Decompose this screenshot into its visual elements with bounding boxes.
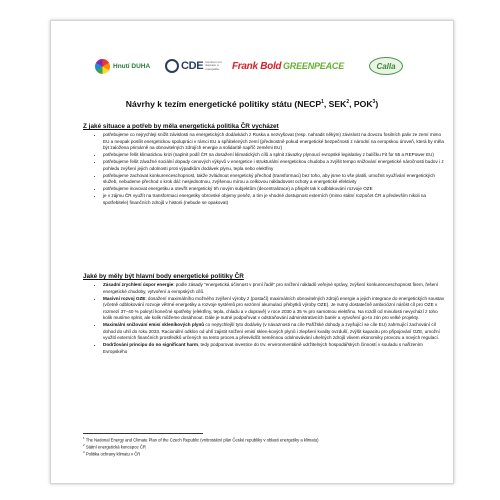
list-item: • Dodržování principu do no significant harm, tedy podporovat investice do trv. environmentálně udržitelných hospodářských činností v souladu s nařízením Evropského bbox=[103, 342, 445, 355]
document-page bbox=[50, 20, 454, 484]
cde-circle-icon bbox=[165, 59, 179, 73]
list-item: • potřebujeme řešit závažné sociální dopady cenových výkyvů v energetice i strukturální energetickou chudobu a zvýšit tempo snižování energetické náročnosti budov i z pohledu zvýšení jejich odolnosti proti výpadkům dodávek plynu, tepla nebo elektřiny bbox=[103, 159, 445, 172]
logo-bar bbox=[51, 56, 453, 76]
list-item: • potřebujeme řešit klimatickou krizi (naplnit podíl ČR na dosažení klimatických cílů a splnit závazky plynoucí evropské legislativy z balíčku Fit for 55 a REPower EU) bbox=[103, 152, 445, 159]
footnote: $^3$ Politika ochrany klimatu v ČR bbox=[83, 449, 141, 457]
rainbow-icon bbox=[95, 59, 110, 74]
section-heading-main-points: Jaké by měly být hlavní body energetické politiky ČR bbox=[83, 273, 244, 280]
hnuti-duha-logo: Hnutí DUHA bbox=[95, 56, 150, 76]
calla-oval-icon: Calla bbox=[369, 57, 403, 75]
footnotes bbox=[83, 436, 343, 457]
list-item: • potřebujeme zachovat konkurenceschopnost, takže zvládnout energetický přechod (transformaci) bez toho, aby jsme to vše platili, umožnit využívání energetických služeb, nebudeme přechod o krok dál: nesjednotnou, zvýšenou mírou a celkovou nákladovost ochoty a energetické efektivity bbox=[103, 173, 445, 186]
footnote: $^2$ Státní energetická koncepce ČR bbox=[83, 442, 146, 450]
section-heading-situation: Z jaké situace a potřeb by měla energetická politika ČR vycházet bbox=[83, 123, 279, 130]
list-item: • potřebujeme inovovat energetiku a otevřít energetický trh novým subjektům (decentralizace) a přispět tak k odblokování rozvoje OZE bbox=[103, 186, 445, 193]
cde-logo: CDE Centrum pro dopravu a energetiku bbox=[165, 56, 229, 76]
footnote: $^1$ The National Energy and Climate Plan of the Czech Republic (vnitrostátní plán České republiky v oblasti energetiky a klimatu) bbox=[83, 436, 319, 443]
list-item: • Maximální snižování emisí skleníkových plynů co nejrychlejší tyto dodávky (v návaznosti na cíle Pařížské dohody a zvyšující se cíle EU) zahrnující zachování cíl dohod do uhlí do roku 2033. Racionální odklon od uhlí zajistit snížení emisí sklen-kových plynů i zlepšení kvality ovzduší, zvýšit kapacitu pro připojování OZE, umožní využití externích finančních prostředků určených na tento proces a přesvědčit neměnnou odolnovávání uhelných zdrojů vlivem ekonomiky provozu a nových regulací. bbox=[103, 322, 445, 342]
list-item: • Zásadní zrychlení úspor energie: podle zásady "energetická účinnost v první řadě" pro snížení nákladů veřejné správy, zvýšení konkurenceschopnost firem, řešení energetické chudoby, vytvoření a evropských cílů. bbox=[103, 282, 445, 295]
list-item: • potřebujeme co nejrychleji snížit závislosti na energetických dodávkách z Ruska a nezvyšovat (resp. nahradit někým) závislost na dovozu fosilních paliv ze zemí mimo EU a neopak posílit energetickou spolupráci v rámci EU a spřátelených zemí (přednostně pokud energetické bezpečnosti z národní na evropskou úroveň, která by měla být založena primárně na obnovitelných zdrojích energie a solidaritě napříč zeměmi EU) bbox=[103, 132, 445, 152]
frank-bold-logo: Frank Bold bbox=[232, 60, 282, 72]
document-title: Návrhy k tezím energetické politiky státu (NECP$^1$, SEK$^2$, POK$^3$) bbox=[125, 99, 379, 109]
calla-logo bbox=[369, 56, 403, 76]
main-points-list bbox=[81, 282, 445, 356]
greenpeace-logo: GREENPEACE bbox=[283, 61, 345, 71]
list-item: • je v zájmu ČR využít na transformaci energetiky obrovské objemy peněz, a tím je vhodné dostupnost externích (mimo státní rozpočet ČR a především nikoli na spotřebitele) finančních zdrojů v historii (nebude se opakovat) bbox=[103, 193, 445, 206]
list-item: • Masivní rozvoj OZE: dosažení maximálního možného zvýšení výroby z (postačí) maximálních obnovitelných zdrojů energie a jejich integrace do energetických soustav (včetně odblokování rozvoje větrné energetiky a rozvoje systémů pro sezónní akumulaci přebytků výroby OZE). Je nutný dostatečně ambiciózní nárůst cíl pro OZE v rozmezí 37–40 % pokrytí konečné spotřeby (elektřiny, tepla, chladu a v dopravě) v roce 2030 a 35 % pro samotnou elektřinu. Na rozdíl od minulosti nevychází z toho kolik musíme splnit, ale kolik můžeme dosáhnout. Dále je nutné podpořovat v odstraňování administrativních bariér a vytvoření go-to zón pro velké projekty. bbox=[103, 296, 445, 322]
situation-list bbox=[81, 132, 445, 207]
footnote-divider bbox=[83, 433, 203, 434]
